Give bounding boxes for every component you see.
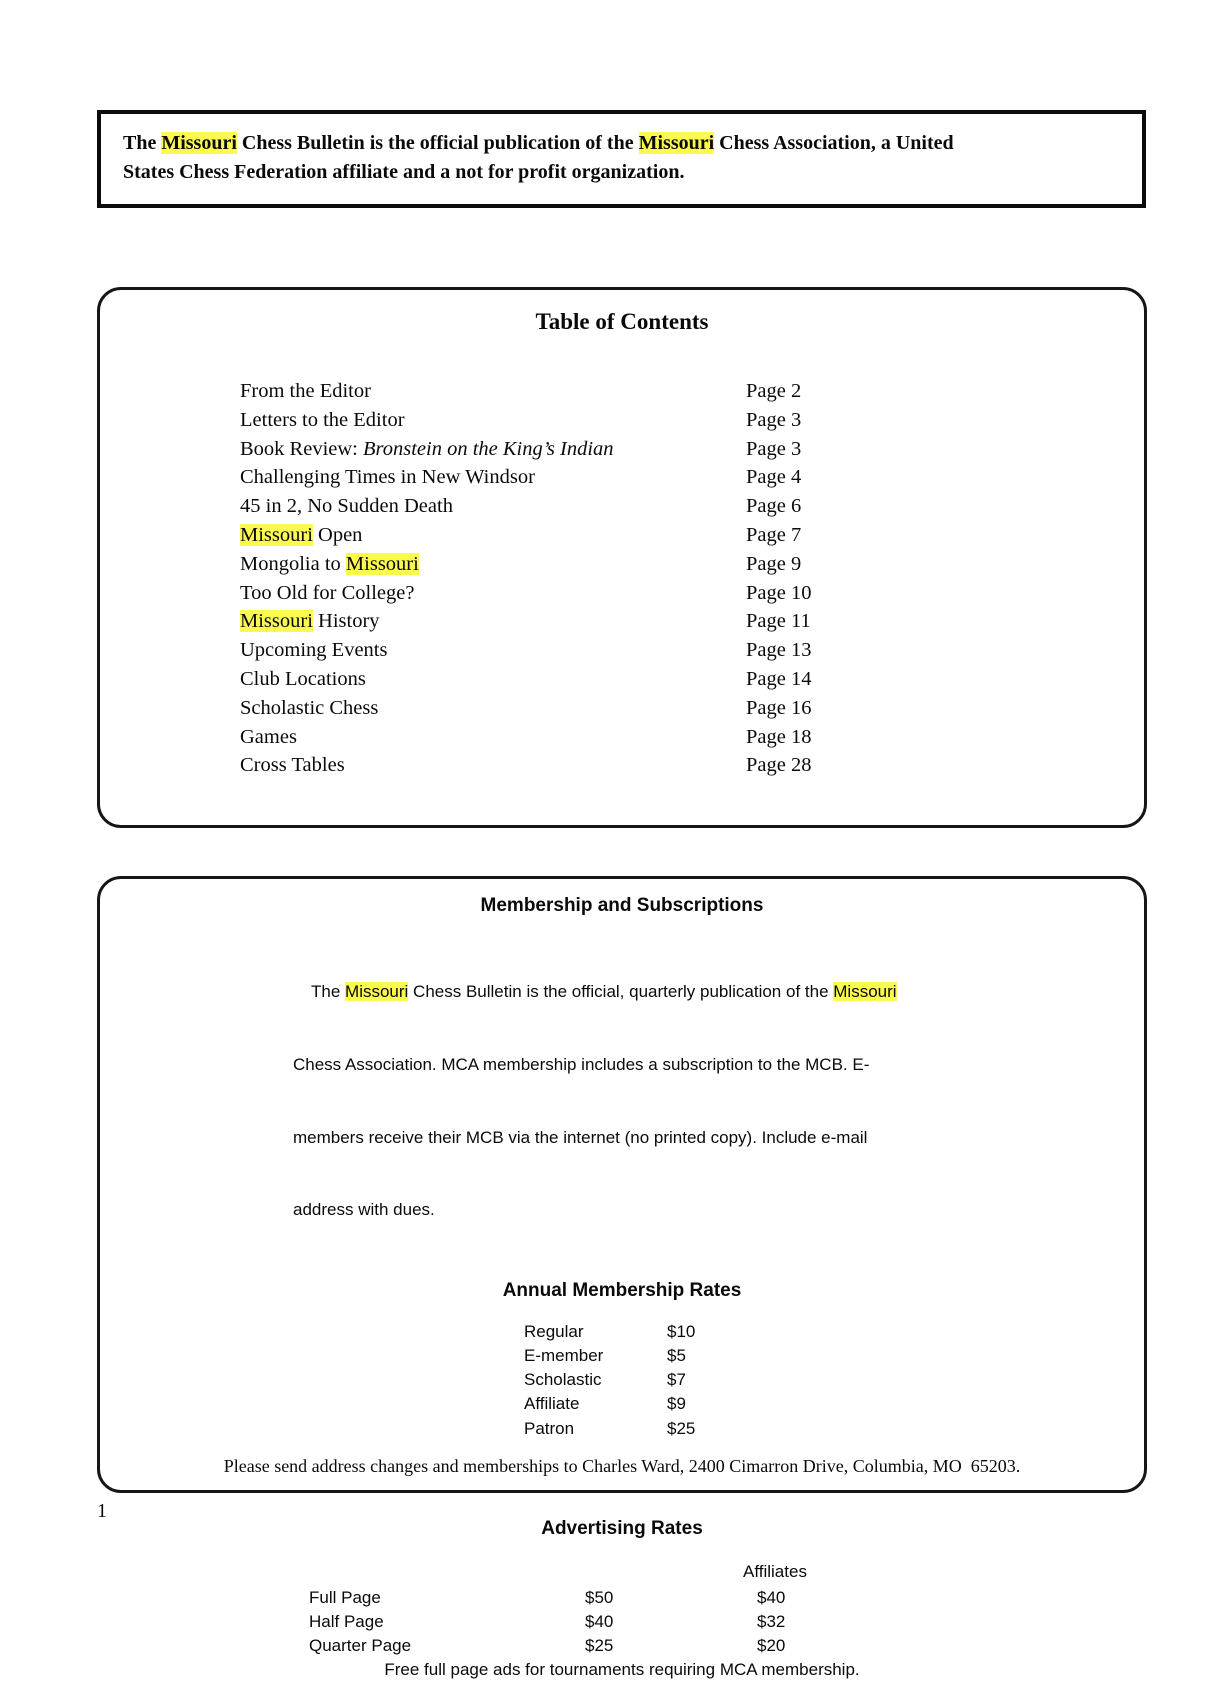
text-segment: members receive their MCB via the internet (no printed copy). Include e-mail xyxy=(293,1127,868,1147)
ad-standard-price: $25 xyxy=(585,1636,614,1656)
highlighted-text: Missouri xyxy=(240,610,313,633)
paragraph-line xyxy=(293,1198,1144,1222)
ad-item: Full Page xyxy=(309,1587,381,1607)
ad-standard-price: $50 xyxy=(585,1587,614,1607)
text-segment: Scholastic Chess xyxy=(240,696,379,719)
toc-row xyxy=(240,607,1144,636)
paragraph-line xyxy=(293,1053,1144,1077)
text-segment: Bronstein on the King’s Indian xyxy=(363,437,614,460)
toc-entry-title xyxy=(240,521,746,550)
rate-row xyxy=(524,1368,1144,1392)
toc-entry-page: Page 3 xyxy=(746,408,802,431)
rate-price: $10 xyxy=(667,1321,696,1341)
toc-entry-page: Page 7 xyxy=(746,523,802,546)
annual-rates-title: Annual Membership Rates xyxy=(502,1279,742,1301)
text-segment: Challenging Times in New Windsor xyxy=(240,466,535,489)
toc-entry-page: Page 4 xyxy=(746,466,802,489)
ad-affiliate-price: $40 xyxy=(757,1587,786,1607)
toc-entry-page: Page 6 xyxy=(746,495,802,518)
text-segment: Chess Bulletin is the official publication of the xyxy=(236,132,639,154)
toc-entry-page: Page 13 xyxy=(746,639,812,662)
toc-entry-title xyxy=(240,377,746,406)
advertising-row xyxy=(309,1586,1144,1610)
toc-entry-title xyxy=(240,607,746,636)
toc-row xyxy=(240,579,1144,608)
toc-entry-page: Page 18 xyxy=(746,725,812,748)
ad-item: Half Page xyxy=(309,1612,384,1632)
toc-entry-title xyxy=(240,579,746,608)
highlighted-text: Missouri xyxy=(638,132,715,154)
text-segment: States Chess Federation affiliate and a not for profit organization. xyxy=(123,161,685,183)
notice-line xyxy=(123,158,1120,187)
toc-entry-title xyxy=(240,694,746,723)
rate-price: $7 xyxy=(667,1370,686,1390)
membership-title: Membership and Subscriptions xyxy=(480,895,764,916)
toc-row xyxy=(240,550,1144,579)
advertising-rates-title: Advertising Rates xyxy=(541,1517,703,1539)
ad-affiliate-price: $20 xyxy=(757,1636,786,1656)
text-segment: Letters to the Editor xyxy=(240,408,405,431)
toc-entry-title xyxy=(240,665,746,694)
ad-item: Quarter Page xyxy=(309,1636,412,1656)
rate-row xyxy=(524,1344,1144,1368)
advertising-footnote: Free full page ads for tournaments requiring MCA membership. xyxy=(384,1660,860,1680)
toc-entry-title xyxy=(240,435,746,464)
highlighted-text: Missouri xyxy=(240,523,313,546)
toc-entry-page: Page 2 xyxy=(746,380,802,402)
toc-title: Table of Contents xyxy=(535,309,709,334)
toc-entry-page: Page 10 xyxy=(746,581,812,604)
ad-affiliate-price: $32 xyxy=(757,1612,786,1632)
rate-label: Regular xyxy=(524,1321,584,1341)
membership-paragraph xyxy=(293,932,1144,1271)
rate-label: Patron xyxy=(524,1418,575,1438)
ad-standard-price: $40 xyxy=(585,1612,614,1632)
toc-row xyxy=(240,636,1144,665)
toc-row xyxy=(240,377,1144,406)
rate-label: Affiliate xyxy=(524,1394,580,1414)
toc-entry-page: Page 9 xyxy=(746,552,802,575)
notice-box xyxy=(97,110,1146,208)
rate-row xyxy=(524,1320,1144,1344)
rate-price: $25 xyxy=(667,1418,696,1438)
toc-entry-title xyxy=(240,751,746,780)
text-segment: Mongolia to xyxy=(240,552,346,575)
toc-row xyxy=(240,492,1144,521)
toc-row xyxy=(240,723,1144,752)
membership-box xyxy=(97,876,1147,1680)
paragraph-line xyxy=(293,980,1144,1004)
toc-entry-title xyxy=(240,463,746,492)
rate-label: E-member xyxy=(524,1346,604,1366)
toc-entry-page: Page 28 xyxy=(746,754,812,777)
toc-row xyxy=(240,406,1144,435)
rate-price: $5 xyxy=(667,1346,686,1366)
text-segment: Upcoming Events xyxy=(240,639,388,662)
table-of-contents-box xyxy=(97,287,1147,828)
text-segment: Book Review: xyxy=(240,437,363,460)
toc-entry-page: Page 11 xyxy=(746,610,811,633)
text-segment: From the Editor xyxy=(240,380,371,402)
advertising-rates-table xyxy=(100,1586,1144,1659)
paragraph-line xyxy=(293,1126,1144,1150)
highlighted-text: Missouri xyxy=(833,982,897,1002)
toc-entry-page: Page 16 xyxy=(746,696,812,719)
advertising-row xyxy=(309,1634,1144,1658)
toc-row xyxy=(240,694,1144,723)
address-note: Please send address changes and memberships to Charles Ward, 2400 Cimarron Drive, Columbia, MO 65203. xyxy=(223,1455,1021,1476)
notice-line xyxy=(123,129,1120,158)
highlighted-text: Missouri xyxy=(345,982,409,1002)
toc-row xyxy=(240,751,1144,780)
advertising-row xyxy=(309,1610,1144,1634)
rate-price: $9 xyxy=(667,1394,686,1414)
annual-rates-table xyxy=(524,1320,1144,1441)
text-segment: address with dues. xyxy=(293,1200,435,1220)
rate-row xyxy=(524,1417,1144,1441)
toc-row xyxy=(240,435,1144,464)
text-segment: Cross Tables xyxy=(240,754,345,777)
text-segment: Club Locations xyxy=(240,667,366,690)
text-segment: 45 in 2, No Sudden Death xyxy=(240,495,453,518)
text-segment: Chess Association. MCA membership includes a subscription to the MCB. E- xyxy=(293,1055,870,1075)
toc-entry-title xyxy=(240,723,746,752)
toc-entry-title xyxy=(240,406,746,435)
text-segment: Too Old for College? xyxy=(240,581,415,604)
text-segment: Chess Association, a United xyxy=(714,132,954,154)
toc-row xyxy=(240,665,1144,694)
toc-row xyxy=(240,521,1144,550)
toc-entry-title xyxy=(240,492,746,521)
text-segment: The xyxy=(123,132,162,154)
highlighted-text: Missouri xyxy=(161,132,237,154)
toc-entry-page: Page 14 xyxy=(746,667,812,690)
highlighted-text: Missouri xyxy=(345,552,419,575)
rate-label: Scholastic xyxy=(524,1370,602,1390)
toc-list xyxy=(100,377,1144,780)
text-segment: History xyxy=(312,610,380,633)
text-segment: Chess Bulletin is the official, quarterly publication of the xyxy=(408,982,834,1002)
text-segment: Open xyxy=(312,523,363,546)
toc-entry-title xyxy=(240,636,746,665)
rate-row xyxy=(524,1392,1144,1416)
toc-row xyxy=(240,463,1144,492)
affiliates-column-header: Affiliates xyxy=(743,1561,807,1581)
text-segment: The xyxy=(311,982,346,1002)
toc-entry-title xyxy=(240,550,746,579)
text-segment: Games xyxy=(240,725,297,748)
page-number: 1 xyxy=(97,1500,107,1522)
toc-entry-page: Page 3 xyxy=(746,437,802,460)
